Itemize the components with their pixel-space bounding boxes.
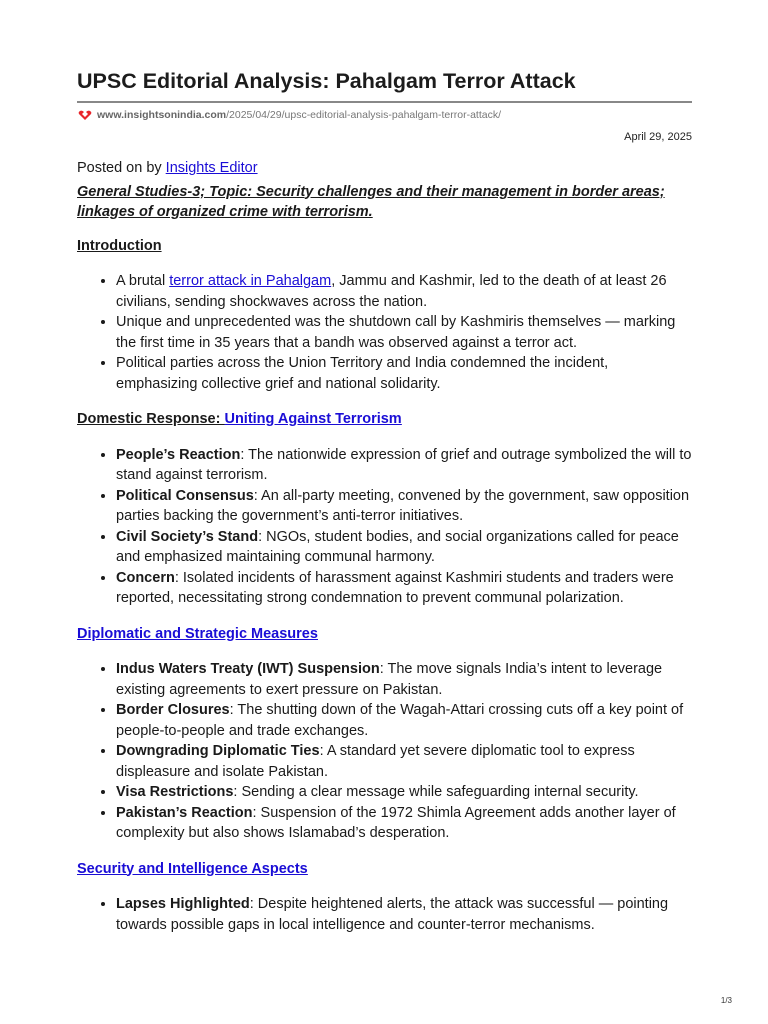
list-item: • Political parties across the Union Territory and India condemned the incident, emphasizing collective grief and national solidarity. bbox=[116, 353, 692, 394]
list-item: • Border Closures: The shutting down of the Wagah-Attari crossing cuts off a key point of people-to-people and trade exchanges. bbox=[116, 700, 692, 741]
diplomatic-list bbox=[77, 659, 692, 844]
list-item: • Political Consensus: An all-party meeting, convened by the government, saw opposition parties backing the government’s anti-terror initiatives. bbox=[116, 486, 692, 527]
publish-date: April 29, 2025 bbox=[624, 131, 692, 143]
insights-logo-icon bbox=[78, 109, 92, 121]
title-divider bbox=[77, 101, 692, 103]
list-item: • Civil Society’s Stand: NGOs, student bodies, and social organizations called for peace and emphasized maintaining communal harmony. bbox=[116, 527, 692, 568]
domestic-list bbox=[77, 445, 692, 609]
list-item: • Pakistan’s Reaction: Suspension of the 1972 Shimla Agreement adds another layer of complexity but also shows Islamabad’s desperation. bbox=[116, 803, 692, 844]
posted-prefix: Posted on by bbox=[77, 160, 166, 176]
terror-attack-link[interactable]: terror attack in Pahalgam bbox=[169, 273, 332, 289]
security-intelligence-link[interactable]: Security and Intelligence Aspects bbox=[77, 860, 308, 877]
diplomatic-measures-link[interactable]: Diplomatic and Strategic Measures bbox=[77, 625, 318, 642]
list-item: • Lapses Highlighted: Despite heightened alerts, the attack was successful — pointing towards possible gaps in local intelligence and counter-terror mechanisms. bbox=[116, 894, 692, 935]
gs-topic: General Studies-3; Topic: Security challenges and their management in border areas; linkages of organized crime with terrorism. bbox=[77, 183, 665, 220]
list-item: • Downgrading Diplomatic Ties: A standard yet severe diplomatic tool to express displeasure and isolate Pakistan. bbox=[116, 741, 692, 782]
list-item: • Indus Waters Treaty (IWT) Suspension: The move signals India’s intent to leverage existing agreements to exert pressure on Pakistan. bbox=[116, 659, 692, 700]
uniting-against-terrorism-link[interactable]: Uniting Against Terrorism bbox=[224, 411, 402, 427]
article-body bbox=[77, 158, 692, 950]
section-heading-security bbox=[77, 859, 692, 880]
page-title: UPSC Editorial Analysis: Pahalgam Terror Attack bbox=[77, 69, 576, 93]
list-item: • Visa Restrictions: Sending a clear message while safeguarding internal security. bbox=[116, 782, 692, 803]
section-heading-introduction: Introduction bbox=[77, 237, 162, 254]
page-number: 1/3 bbox=[720, 996, 732, 1005]
byline bbox=[77, 158, 692, 179]
section-heading-diplomatic bbox=[77, 624, 692, 645]
list-item: • People’s Reaction: The nationwide expression of grief and outrage symbolized the will to stand against terrorism. bbox=[116, 445, 692, 486]
intro-list bbox=[77, 271, 692, 394]
list-item: • A brutal terror attack in Pahalgam, Jammu and Kashmir, led to the death of at least 26 civilians, sending shockwaves across the nation. bbox=[116, 271, 692, 312]
list-item: • Unique and unprecedented was the shutdown call by Kashmiris themselves — marking the first time in 35 years that a bandh was observed against a terror act. bbox=[116, 312, 692, 353]
source-domain: www.insightsonindia.com bbox=[97, 109, 227, 121]
list-item: • Concern: Isolated incidents of harassment against Kashmiri students and traders were reported, necessitating strong condemnation to prevent communal polarization. bbox=[116, 568, 692, 609]
author-link[interactable]: Insights Editor bbox=[165, 160, 258, 176]
security-list bbox=[77, 894, 692, 935]
source-url[interactable] bbox=[78, 108, 501, 122]
source-path: /2025/04/29/upsc-editorial-analysis-pahalgam-terror-attack/ bbox=[226, 109, 502, 121]
section-heading-domestic-response: Domestic Response: Uniting Against Terrorism bbox=[77, 411, 402, 427]
